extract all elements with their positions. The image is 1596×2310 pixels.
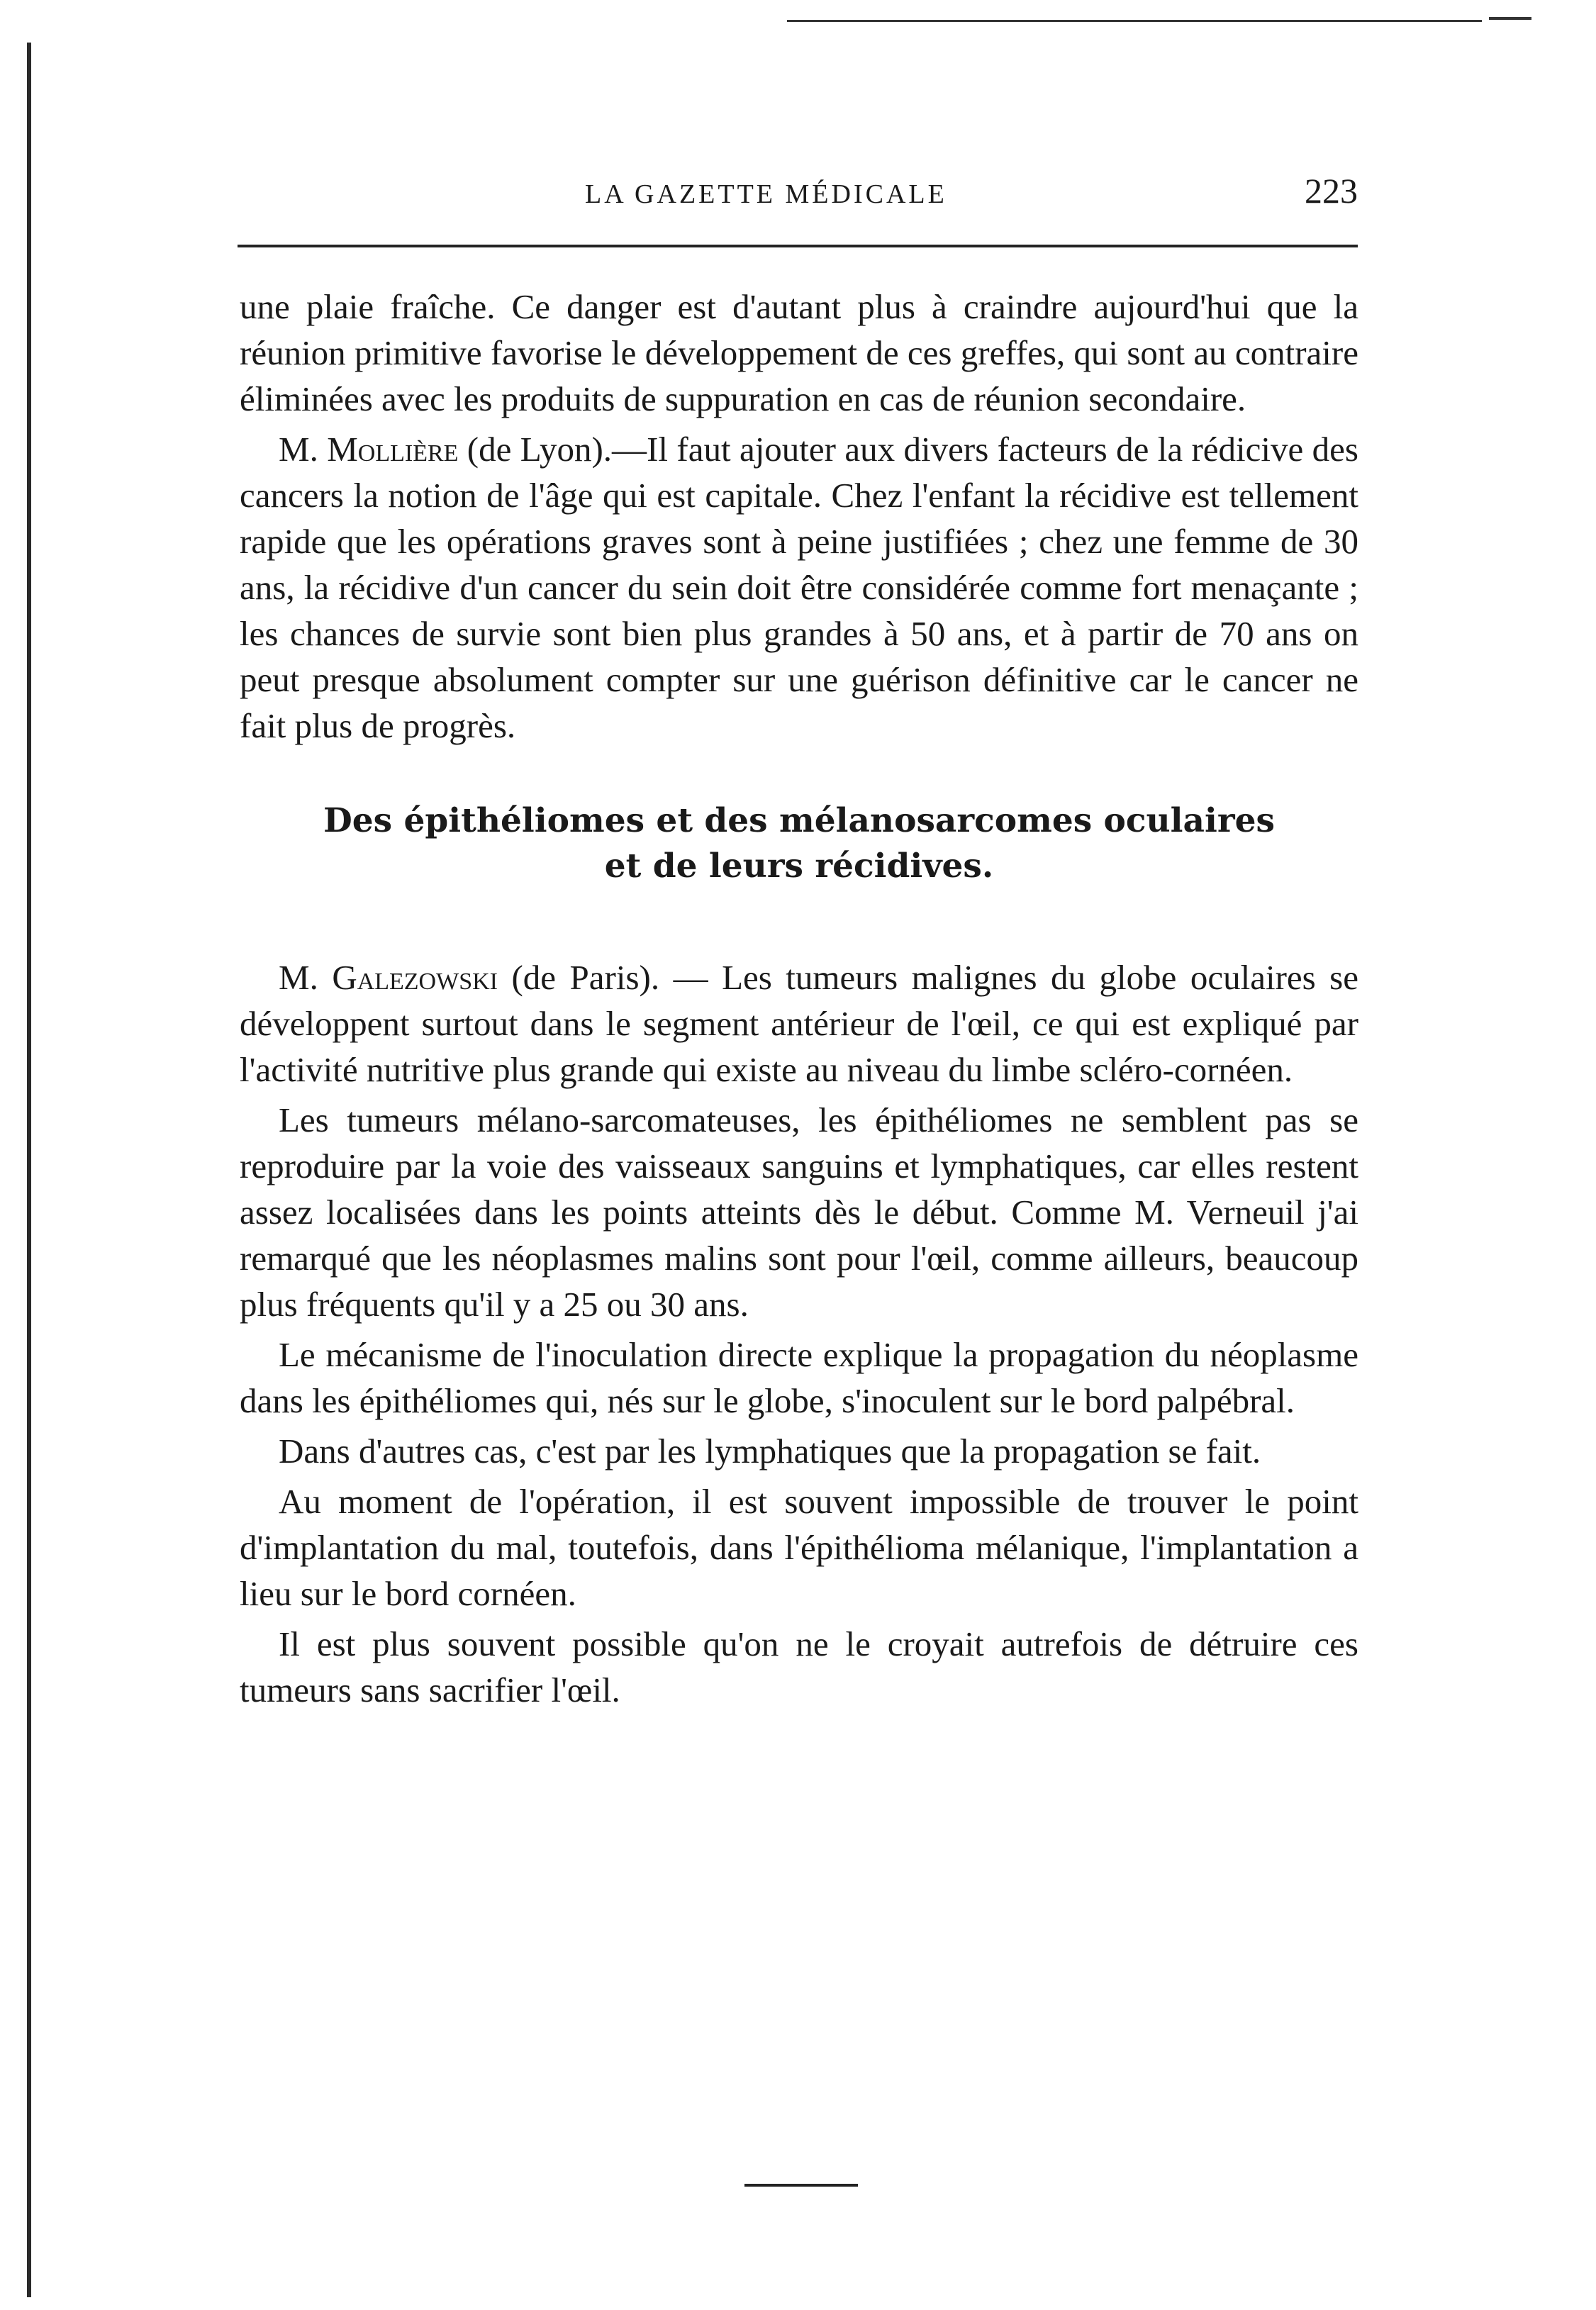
speaker-name: Mollière [327,430,459,469]
section-heading-block [240,798,1358,889]
speaker-place: (de Paris). — [498,958,722,997]
speech-text: Les tumeurs malignes du globe oculaires se développent surtout dans le segment antérieur de l'œil, ce qui est expliqué par l'activité nutritive plus grande qui existe au niveau du limbe scléro-cornéen. [240,958,1359,1089]
page-binding-edge [27,43,31,2297]
paragraph: Les tumeurs mélano-sarcomateuses, les épithéliomes ne semblent pas se reproduire par la voie des vaisseaux sanguins et lymphatiques, car elles restent assez localisées dans les points atteints dès le début. Comme M. Verneuil j'ai remarqué que les néoplasmes malins sont pour l'œil, comme ailleurs, beaucoup plus fréquents qu'il y a 25 ou 30 ans. [240,1100,1358,1324]
speaker-prefix: M. [279,958,333,997]
speaker-prefix: M. [279,430,328,469]
speaker-place: (de Lyon).— [458,430,647,469]
header-rule [238,245,1358,247]
paragraph-galezowski [240,954,1358,1093]
running-header [238,170,1358,220]
speech-text: Il faut ajouter aux divers facteurs de la rédicive des cancers la notion de l'âge qui est capitale. Chez l'enfant la récidive est tellement rapide que les opérations graves sont à peine justifiées ; chez une femme de 30 ans, la récidive d'un cancer du sein doit être considérée comme fort menaçante ; les chances de survie sont bien plus grandes à 50 ans, et à partir de 70 ans on peut presque absolument compter sur une guérison définitive car le cancer ne fait plus de progrès. [240,430,1358,745]
top-scan-mark [1489,17,1531,20]
running-title: LA GAZETTE MÉDICALE [585,179,947,209]
page-number: 223 [1305,171,1358,211]
paragraph-intro: une plaie fraîche. Ce danger est d'autant plus à craindre aujourd'hui que la réunion primitive favorise le développement de ces greffes, qui sont au contraire éliminées avec les produits de suppuration en cas de réunion secondaire. [240,287,1358,418]
section-heading-line-2: et de leurs récidives. [604,847,994,886]
article-body [240,284,1358,1713]
speaker-name: Galezowski [332,958,498,997]
paragraph: Dans d'autres cas, c'est par les lymphatiques que la propagation se fait. [279,1432,1261,1471]
paragraph: Le mécanisme de l'inoculation directe explique la propagation du néoplasme dans les épithéliomes qui, nés sur le globe, s'inoculent sur le bord palpébral. [240,1335,1358,1420]
section-heading-line-1: Des épithéliomes et des mélanosarcomes oculaires [323,801,1275,840]
paragraph-molliere [240,426,1358,749]
paragraph: Au moment de l'opération, il est souvent impossible de trouver le point d'implantation du mal, toutefois, dans l'épithélioma mélanique, l'implantation a lieu sur le bord cornéen. [240,1482,1358,1613]
paragraph: Il est plus souvent possible qu'on ne le croyait autrefois de détruire ces tumeurs sans sacrifier l'œil. [240,1624,1358,1709]
closing-rule [744,2184,858,2187]
top-scan-rule [787,20,1482,22]
